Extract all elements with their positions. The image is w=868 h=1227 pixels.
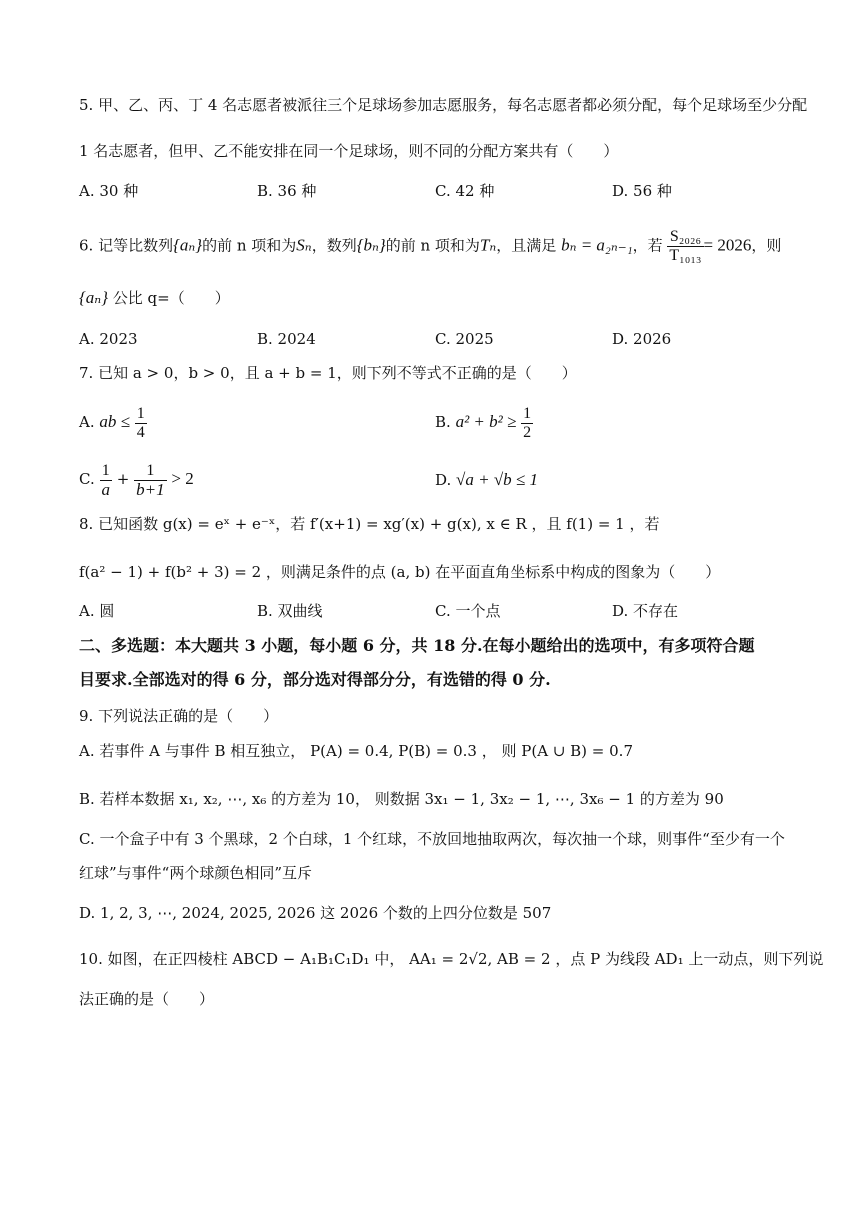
q10-stem-line2: 法正确的是（ ） [79, 990, 215, 1008]
q7-d-label: D. [435, 471, 452, 489]
q6-option-a: A. 2023 [79, 330, 138, 348]
q7-option-b [435, 402, 533, 442]
q7-b-lhs: a² + b² ≥ [455, 412, 517, 431]
q6-fraction [667, 228, 703, 265]
section2-heading-line2: 目要求.全部选对的得 6 分，部分选对得部分分，有选错的得 0 分. [79, 670, 551, 689]
q7-a-num: 1 [136, 404, 145, 422]
q7-b-label: B. [435, 413, 451, 431]
q6-option-c: C. 2025 [435, 330, 494, 348]
q6-line2-text: 公比 q=（ ） [112, 289, 230, 307]
q6-stem-line1 [79, 228, 781, 265]
q6-relation: bₙ = a₂ₙ₋₁ [561, 235, 633, 255]
q6-tn: Tₙ [479, 235, 497, 255]
q8-option-a: A. 圆 [79, 602, 115, 620]
q7-c-den1: a [101, 479, 110, 499]
q5-stem-line1: 5. 甲、乙、丙、丁 4 名志愿者被派往三个足球场参加志愿服务，每名志愿者都必须分配，每个足球场至少分配 [79, 96, 808, 114]
q7-option-c [79, 459, 194, 499]
q5-stem-line2: 1 名志愿者，但甲、乙不能安排在同一个足球场，则不同的分配方案共有（ ） [79, 142, 619, 160]
q9-option-c-line2: 红球”与事件“两个球颜色相同”互斥 [79, 864, 313, 882]
q6-option-b: B. 2024 [257, 330, 316, 348]
q7-a-den: 4 [136, 423, 145, 441]
q6-text5: ，若 [632, 236, 663, 255]
q6-frac-num: S₂₀₂₆ [667, 228, 703, 247]
q6-text6: ，则 [751, 236, 782, 255]
q7-option-d [435, 465, 538, 495]
q5-option-a: A. 30 种 [79, 182, 139, 200]
q6-text1: 的前 n 项和为 [202, 236, 297, 255]
q8-option-d: D. 不存在 [612, 602, 679, 620]
q7-d-expr: √a + √b ≤ 1 [456, 470, 539, 489]
q7-a-label: A. [79, 413, 95, 431]
q6-equals: = 2026 [703, 235, 752, 255]
q6-frac-den: T₁₀₁₃ [669, 247, 702, 264]
q7-a-frac [135, 405, 147, 442]
q5-option-b: B. 36 种 [257, 182, 317, 200]
q7-b-num: 1 [523, 404, 532, 422]
q6-prefix: 6. 记等比数列 [79, 236, 174, 255]
section2-heading-line1: 二、多选题：本大题共 3 小题，每小题 6 分，共 18 分.在每小题给出的选项中，有多项符合题 [79, 636, 755, 655]
q7-c-den2: b+1 [136, 479, 165, 499]
q9-option-d: D. 1, 2, 3, ⋯, 2024, 2025, 2026 这 2026 个数的上四分位数是 507 [79, 904, 552, 922]
q5-option-d: D. 56 种 [612, 182, 672, 200]
q7-c-num1: 1 [100, 462, 113, 481]
q8-option-c: C. 一个点 [435, 602, 501, 620]
q6-text3: 的前 n 项和为 [385, 236, 480, 255]
q9-stem: 9. 下列说法正确的是（ ） [79, 707, 279, 725]
q6-stem-line2 [79, 287, 230, 309]
q7-a-lhs: ab ≤ [99, 412, 130, 431]
q6-sn: Sₙ [296, 235, 312, 255]
q6-text4: ，且满足 [496, 236, 557, 255]
q7-c-plus: + [116, 470, 130, 488]
q8-stem-line1: 8. 已知函数 g(x) = eˣ + e⁻ˣ，若 f′(x+1) = xg′(x) + g(x), x ∈ R ，且 f(1) = 1 ，若 [79, 515, 660, 533]
q7-c-rhs: > 2 [171, 469, 194, 488]
q5-option-c: C. 42 种 [435, 182, 495, 200]
q7-stem: 7. 已知 a > 0，b > 0，且 a + b = 1，则下列不等式不正确的是（ ） [79, 364, 577, 382]
q6-seq-b: {bₙ} [356, 235, 386, 255]
q6-option-d: D. 2026 [612, 330, 672, 348]
q7-option-a [79, 402, 147, 442]
q6-text2: ，数列 [311, 236, 357, 255]
q8-option-b: B. 双曲线 [257, 602, 323, 620]
q7-c-label: C. [79, 470, 95, 488]
q10-stem-line1: 10. 如图，在正四棱柱 ABCD − A₁B₁C₁D₁ 中， AA₁ = 2√2, AB = 2 ，点 P 为线段 AD₁ 上一动点，则下列说 [79, 950, 824, 968]
q7-c-frac2 [134, 462, 166, 499]
q7-b-den: 2 [523, 423, 532, 441]
q8-stem-line2: f(a² − 1) + f(b² + 3) = 2 ，则满足条件的点 (a, b) 在平面直角坐标系中构成的图象为（ ） [79, 563, 721, 581]
q7-b-frac [521, 405, 533, 442]
q6-seq-a: {aₙ} [173, 235, 203, 255]
q6-line2-seq: {aₙ} [79, 288, 108, 307]
q9-option-a: A. 若事件 A 与事件 B 相互独立， P(A) = 0.4, P(B) = 0.3 ， 则 P(A ∪ B) = 0.7 [79, 742, 633, 760]
q9-option-c-line1: C. 一个盒子中有 3 个黑球，2 个白球，1 个红球，不放回地抽取两次，每次抽一个球，则事件“至少有一个 [79, 830, 785, 848]
q7-c-num2: 1 [134, 462, 166, 481]
q7-c-frac1 [100, 462, 113, 499]
q9-option-b: B. 若样本数据 x₁, x₂, ⋯, x₆ 的方差为 10， 则数据 3x₁ − 1, 3x₂ − 1, ⋯, 3x₆ − 1 的方差为 90 [79, 790, 724, 808]
